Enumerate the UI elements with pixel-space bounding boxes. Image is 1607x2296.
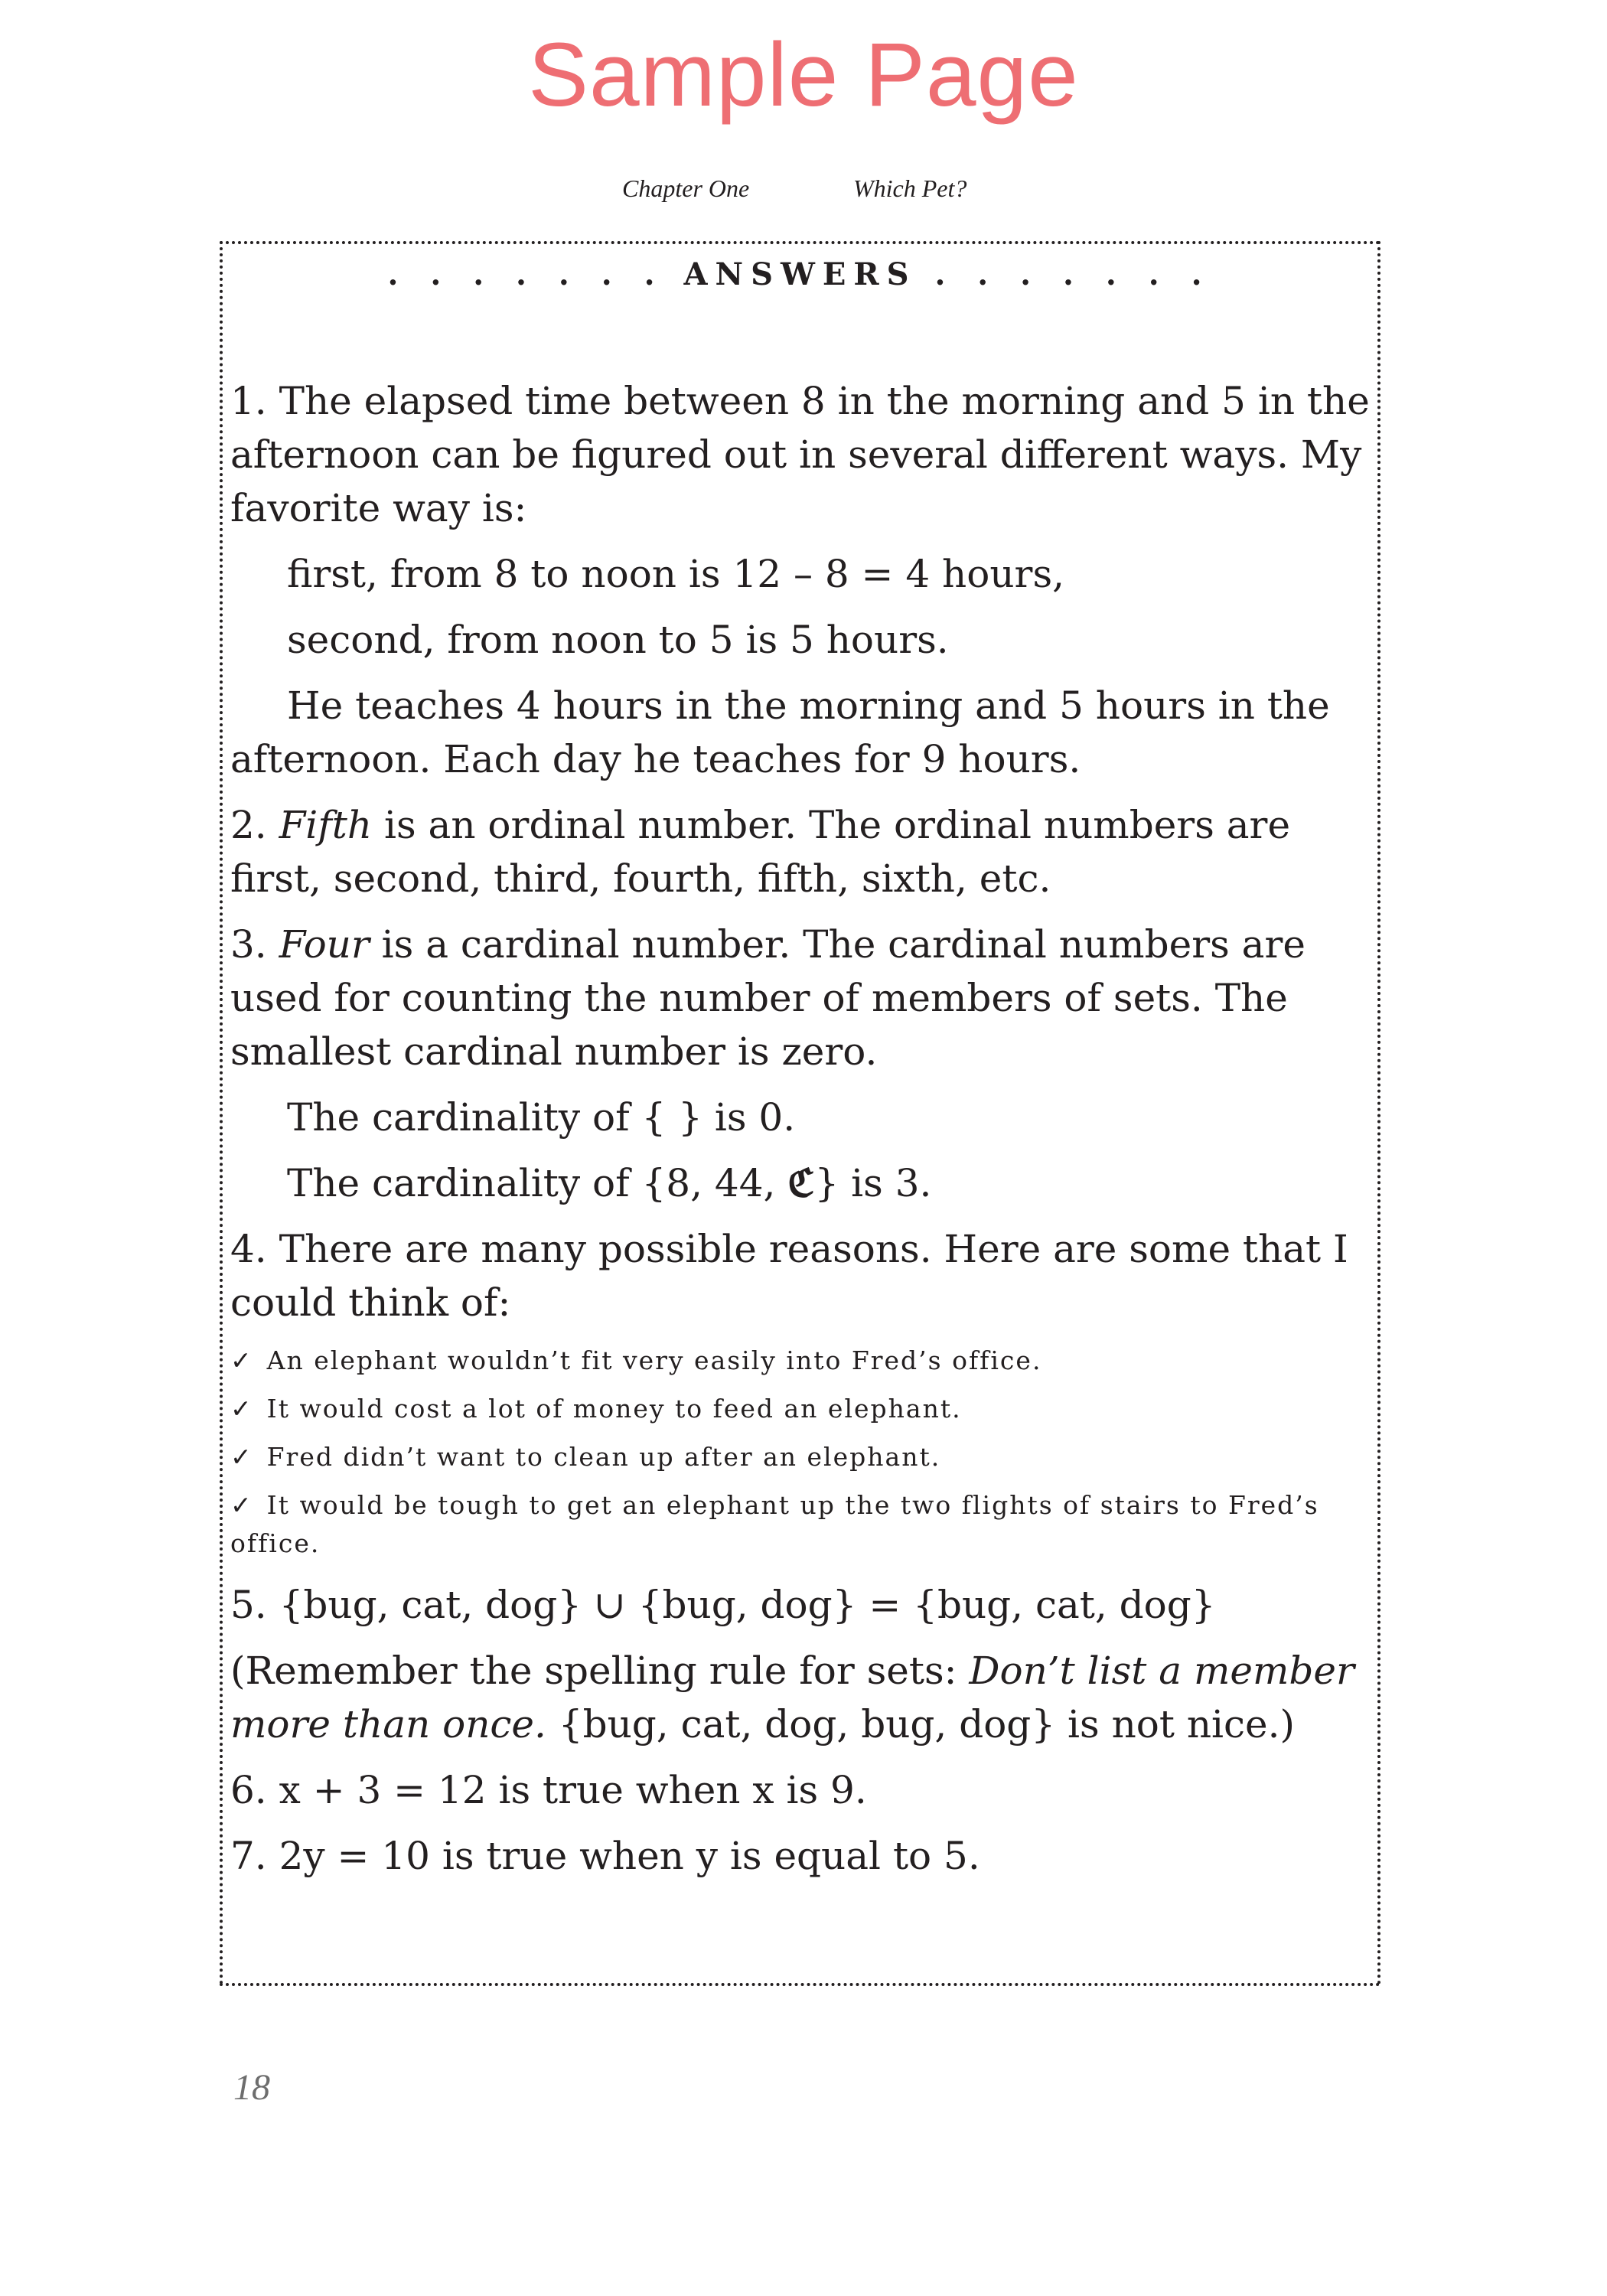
reasons-list bbox=[230, 1342, 1378, 1563]
note-after: {bug, cat, dog, bug, dog} is not nice.) bbox=[546, 1702, 1296, 1746]
answer-2-text: is an ordinal number. The ordinal numbers are first, second, third, fourth, fifth, sixth, etc. bbox=[230, 803, 1291, 901]
answer-6: 6. x + 3 = 12 is true when x is 9. bbox=[230, 1768, 867, 1812]
answer-4-intro: 4. There are many possible reasons. Here are some that I could think of: bbox=[230, 1227, 1348, 1325]
reason-text: Fred didn’t want to clean up after an elephant. bbox=[266, 1442, 941, 1472]
checkmark-icon: ✓ bbox=[230, 1394, 253, 1424]
answer-3-text: is a cardinal number. The cardinal numbers are used for counting the number of members of sets. The smallest cardinal number is zero. bbox=[230, 922, 1305, 1074]
heading-label: ANSWERS bbox=[683, 256, 917, 292]
checkmark-icon: ✓ bbox=[230, 1490, 253, 1520]
reason-item bbox=[230, 1390, 1378, 1428]
reason-item bbox=[230, 1486, 1378, 1563]
answers-heading bbox=[223, 256, 1377, 292]
answers-box bbox=[220, 241, 1380, 1986]
answer-1-first-step: first, from 8 to noon is 12 – 8 = 4 hours, bbox=[287, 552, 1065, 596]
answer-1-intro: 1. The elapsed time between 8 in the morning and 5 in the afternoon can be figured out in several different ways. My favorite way is: bbox=[230, 379, 1370, 530]
answer-3-empty-set: The cardinality of { } is 0. bbox=[287, 1095, 796, 1140]
answer-5-equation: 5. {bug, cat, dog} ∪ {bug, dog} = {bug, cat, dog} bbox=[230, 1583, 1216, 1627]
chapter-title: Which Pet? bbox=[853, 174, 967, 202]
answer-7: 7. 2y = 10 is true when y is equal to 5. bbox=[230, 1834, 980, 1878]
answers-content bbox=[230, 374, 1378, 1895]
reason-text: It would be tough to get an elephant up the two flights of stairs to Fred’s office. bbox=[230, 1490, 1319, 1558]
checkmark-icon: ✓ bbox=[230, 1345, 253, 1375]
note-before: (Remember the spelling rule for sets: bbox=[230, 1649, 970, 1693]
page-number: 18 bbox=[233, 2067, 270, 2108]
checkmark-icon: ✓ bbox=[230, 1442, 253, 1472]
answer-3-set-example bbox=[230, 1156, 1378, 1210]
heading-dots-right: . . . . . . . bbox=[934, 256, 1213, 292]
answer-3-emphasis: Four bbox=[279, 922, 370, 967]
answer-1-conclusion: He teaches 4 hours in the morning and 5 hours in the afternoon. Each day he teaches for 9 hours. bbox=[230, 683, 1330, 781]
gothic-c-symbol: ℭ bbox=[787, 1160, 815, 1205]
answer-2 bbox=[230, 798, 1378, 905]
heading-dots-left: . . . . . . . bbox=[387, 256, 666, 292]
set-example-after: } is 3. bbox=[814, 1161, 932, 1205]
reason-item bbox=[230, 1438, 1378, 1476]
answer-2-emphasis: Fifth bbox=[279, 803, 373, 847]
answer-5-note bbox=[230, 1644, 1378, 1751]
reason-text: It would cost a lot of money to feed an elephant. bbox=[266, 1394, 962, 1424]
chapter-label: Chapter One bbox=[622, 174, 750, 202]
reason-text: An elephant wouldn’t fit very easily into Fred’s office. bbox=[266, 1345, 1042, 1375]
answer-2-number: 2. bbox=[230, 803, 279, 847]
answer-1-second-step: second, from noon to 5 is 5 hours. bbox=[287, 618, 949, 662]
note-emphasis: Don’t list a member more than once. bbox=[230, 1649, 1354, 1746]
answer-3 bbox=[230, 918, 1378, 1078]
answer-3-number: 3. bbox=[230, 922, 279, 967]
reason-item bbox=[230, 1342, 1378, 1380]
sample-page-watermark: Sample Page bbox=[528, 24, 1079, 126]
set-example-before: The cardinality of {8, 44, bbox=[287, 1161, 788, 1205]
